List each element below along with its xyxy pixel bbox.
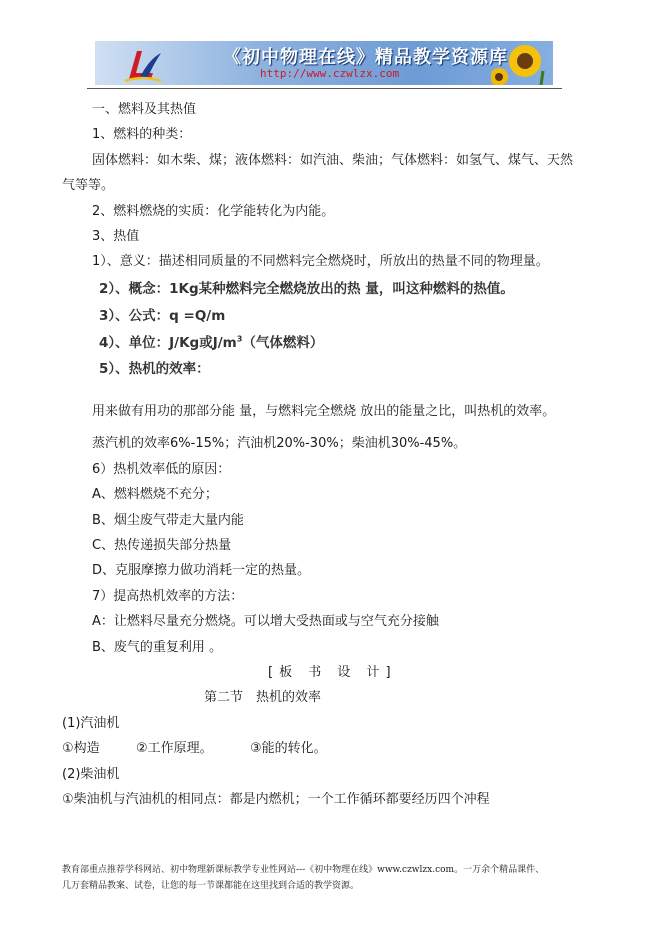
gasoline-engine-energy: ③能的转化。 (250, 741, 327, 756)
sunflower-image (491, 41, 551, 85)
unit-text: 4）、单位：J/Kg或J/m (99, 335, 237, 351)
combustion-essence: 2、燃料燃烧的实质：化学能转化为内能。 (92, 204, 335, 219)
unit-note: （气体燃料） (242, 335, 324, 351)
unit-superscript: 3 (236, 334, 243, 344)
header-rule (87, 88, 562, 89)
method-b: B、废气的重复利用 。 (92, 640, 223, 655)
reason-b: B、烟尘废气带走大量内能 (92, 513, 244, 528)
header-banner (95, 41, 553, 85)
heat-value-concept: 2）、概念：1Kg某种燃料完全燃烧放出的热 量，叫这种燃料的热值。 (99, 281, 514, 297)
fuel-types-text-cont: 气等等。 (62, 178, 115, 193)
footer-line-2: 几万套精品教案、试卷，让您的每一节课都能在这里找到合适的教学资源。 (62, 881, 360, 891)
heat-value-formula: 3）、公式：q =Q/m (99, 308, 226, 324)
gasoline-engine-principle: ②工作原理。 (136, 741, 213, 756)
diesel-gasoline-similarity: ①柴油机与汽油机的相同点：都是内燃机；一个工作循环都要经历四个冲程 (62, 792, 490, 807)
section-heading-fuel: 一、燃料及其热值 (92, 102, 197, 117)
reason-a: A、燃料燃烧不充分； (92, 487, 218, 502)
gasoline-engine-heading: (1)汽油机 (62, 716, 120, 731)
fuel-types-text: 固体燃料：如木柴、煤；液体燃料：如汽油、柴油；气体燃料：如氢气、煤气、天然 (92, 153, 574, 168)
low-efficiency-reasons-heading: 6）热机效率低的原因： (92, 462, 231, 477)
heat-value-unit (99, 331, 323, 351)
efficiency-definition: 用来做有用功的那部分能 量，与燃料完全燃烧 放出的能量之比，叫热机的效率。 (92, 404, 556, 419)
improve-efficiency-heading: 7）提高热机效率的方法： (92, 589, 244, 604)
heat-value-heading: 3、热值 (92, 229, 140, 244)
method-a: A：让燃料尽量充分燃烧。可以增大受热面或与空气充分接触 (92, 614, 439, 629)
banner-url[interactable]: http://www.czwlzx.com (260, 67, 400, 80)
heat-value-meaning: 1）、意义：描述相同质量的不同燃料完全燃烧时，所放出的热量不同的物理量。 (92, 254, 549, 269)
gasoline-engine-structure: ①构造 (62, 741, 100, 756)
reason-c: C、热传递损失部分热量 (92, 538, 232, 553)
board-design-title: [板 书 设 计] (268, 665, 397, 680)
site-logo (123, 45, 163, 83)
diesel-engine-heading: (2)柴油机 (62, 767, 120, 782)
efficiency-values: 蒸汽机的效率6%-15%；汽油机20%-30%；柴油机30%-45%。 (92, 436, 467, 451)
banner-title: 《初中物理在线》精品教学资源库 (223, 47, 508, 68)
footer-line-1: 教育部重点推荐学科网站、初中物理新课标教学专业性网站---《初中物理在线》www.czwlzx.com。一万余个精品课件、 (62, 865, 545, 875)
engine-efficiency-heading: 5）、热机的效率： (99, 361, 210, 377)
reason-d: D、克服摩擦力做功消耗一定的热量。 (92, 563, 311, 578)
fuel-types-heading: 1、燃料的种类： (92, 127, 192, 142)
section-title: 第二节 热机的效率 (204, 690, 322, 705)
